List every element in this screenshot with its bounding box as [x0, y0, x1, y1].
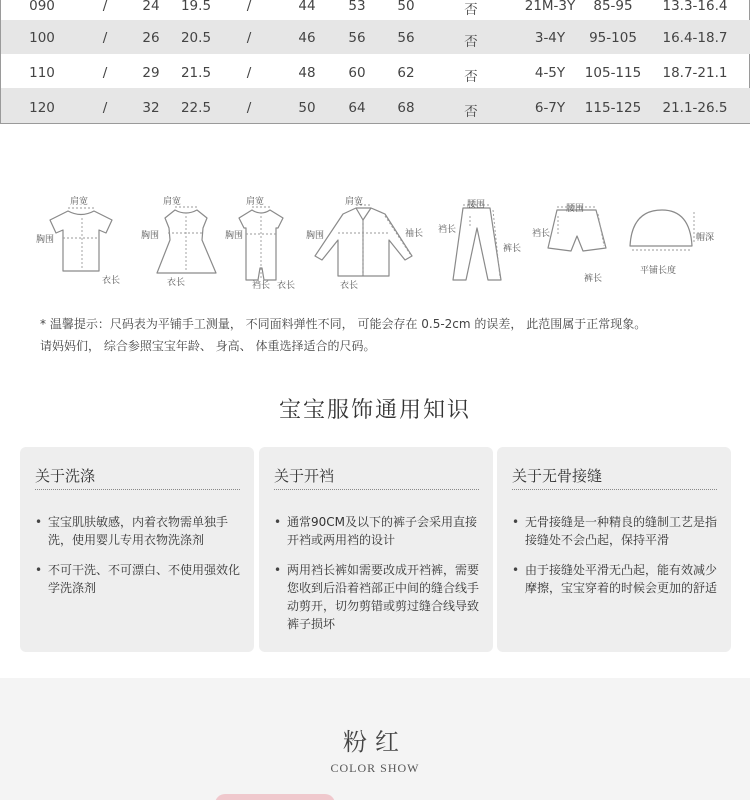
- table-cell: 21.5: [180, 65, 212, 81]
- waist-label: 腰围: [467, 200, 486, 210]
- chest-label: 胸围: [225, 231, 244, 241]
- card-title: 关于无骨接缝: [512, 467, 603, 485]
- table-cell: /: [102, 65, 108, 81]
- table-cell: 否: [464, 104, 478, 120]
- table-cell: 22.5: [180, 100, 212, 116]
- hat-depth-label: 帽深: [696, 233, 715, 243]
- sleeve-label: 袖长: [405, 229, 424, 239]
- notice-line: * 温馨提示：尺码表为平铺手工测量， 不同面料弹性不同， 可能会存在 0.5-2cm 的误差， 此范围属于正常现象。: [40, 317, 647, 331]
- card-title: 关于洗涤: [35, 467, 96, 485]
- length-label: 衣长: [102, 276, 121, 286]
- jacket-collar: [356, 208, 371, 276]
- table-cell: 115-125: [584, 100, 642, 116]
- table-cell: 44: [298, 0, 316, 14]
- table-cell: /: [246, 100, 252, 116]
- flat-length-label: 平铺长度: [640, 266, 677, 276]
- table-cell: 4-5Y: [534, 65, 566, 81]
- table-cell: 56: [348, 30, 366, 46]
- table-cell: /: [246, 30, 252, 46]
- table-cell: 13.3-16.4: [662, 0, 728, 14]
- table-cell: /: [102, 100, 108, 116]
- crotch-label: 裆长: [438, 225, 457, 235]
- list-item: • 两用裆长裤如需要改成开裆裤，需要您收到后沿着裆部正中间的缝合线手动剪开，切勿剪错或剪过缝合线导致裤子损坏: [274, 561, 483, 633]
- product-image-edge: [215, 794, 335, 800]
- section-title: 宝宝服饰通用知识: [278, 398, 471, 423]
- table-cell: 120: [29, 100, 55, 116]
- card-open-crotch: [259, 447, 493, 652]
- table-cell: /: [246, 0, 252, 14]
- table-cell: 50: [298, 100, 316, 116]
- table-cell: 21.1-26.5: [662, 100, 728, 116]
- card-title: 关于开裆: [274, 467, 335, 485]
- notice-line: 请妈妈们， 综合参照宝宝年龄、 身高、 体重选择适合的尺码。: [40, 339, 376, 353]
- table-cell: 否: [464, 2, 478, 18]
- table-cell: /: [102, 0, 108, 14]
- chest-label: 胸围: [36, 235, 55, 245]
- hat-outline: [630, 210, 692, 246]
- table-cell: 6-7Y: [534, 100, 566, 116]
- chest-label: 胸围: [141, 231, 160, 241]
- table-cell: 24: [142, 0, 160, 14]
- table-cell: 53: [348, 0, 366, 14]
- divider: [35, 489, 240, 490]
- length-label: 衣长: [167, 278, 186, 288]
- list-item: • 不可干洗、不可漂白、不使用强效化学洗涤剂: [35, 561, 244, 597]
- table-cell: 18.7-21.1: [662, 65, 728, 81]
- waist-label: 腰围: [566, 204, 585, 214]
- shorts-outline: [548, 210, 606, 251]
- table-cell: 64: [348, 100, 366, 116]
- list-item: • 宝宝肌肤敏感，内着衣物需单独手洗，使用婴儿专用衣物洗涤剂: [35, 513, 244, 549]
- table-row: [1, 88, 750, 123]
- crotch-label: 裆长: [532, 229, 551, 239]
- table-cell: 29: [142, 65, 160, 81]
- dress-outline: [157, 210, 216, 273]
- table-cell: 105-115: [584, 65, 642, 81]
- table-row: [1, 0, 750, 18]
- list-item: • 通常90CM及以下的裤子会采用直接开裆或两用裆的设计: [274, 513, 483, 549]
- table-cell: 20.5: [180, 30, 212, 46]
- list-item: • 由于接缝处平滑无凸起，能有效减少摩擦，宝宝穿着的时候会更加的舒适: [512, 561, 721, 597]
- table-row: [1, 54, 750, 88]
- table-cell: 60: [348, 65, 366, 81]
- table-cell: 95-105: [589, 30, 637, 46]
- divider: [512, 489, 717, 490]
- card-seamless: [497, 447, 731, 652]
- table-cell: 16.4-18.7: [662, 30, 728, 46]
- table-cell: /: [102, 30, 108, 46]
- table-cell: 32: [142, 100, 160, 116]
- table-cell: 50: [397, 0, 415, 14]
- table-cell: 46: [298, 30, 316, 46]
- color-show-subtitle: COLOR SHOW: [330, 761, 420, 775]
- table-cell: 68: [397, 100, 415, 116]
- shoulder-label: 肩宽: [70, 197, 89, 207]
- table-cell: 85-95: [593, 0, 633, 14]
- table-cell: 21M-3Y: [524, 0, 576, 14]
- length-label: 衣长: [340, 281, 359, 291]
- bullet-list: [35, 513, 244, 609]
- table-cell: 100: [29, 30, 55, 46]
- table-cell: 26: [142, 30, 160, 46]
- chest-label: 胸围: [306, 231, 325, 241]
- measurement-diagram: [0, 188, 750, 298]
- divider: [274, 489, 479, 490]
- table-cell: 否: [464, 69, 478, 85]
- table-cell: 48: [298, 65, 316, 81]
- list-item: • 无骨接缝是一种精良的缝制工艺是指接缝处不会凸起，保持平滑: [512, 513, 721, 549]
- table-row: [1, 20, 750, 54]
- table-cell: 否: [464, 34, 478, 50]
- shoulder-label: 肩宽: [246, 197, 265, 207]
- size-notice: [40, 313, 740, 357]
- bullet-list: [274, 513, 483, 645]
- pants-length-label: 裤长: [503, 244, 522, 254]
- length-label: 衣长: [277, 281, 296, 291]
- table-cell: 62: [397, 65, 415, 81]
- color-name: 粉红: [343, 728, 407, 756]
- table-cell: /: [246, 65, 252, 81]
- size-table: [0, 0, 750, 124]
- shoulder-label: 肩宽: [345, 197, 364, 207]
- card-washing: [20, 447, 254, 652]
- bullet-list: [512, 513, 721, 609]
- shoulder-label: 肩宽: [163, 197, 182, 207]
- table-cell: 090: [29, 0, 55, 14]
- pants-length-label: 裤长: [584, 274, 603, 284]
- table-cell: 19.5: [180, 0, 212, 14]
- tshirt-outline: [50, 211, 112, 271]
- table-cell: 110: [29, 65, 55, 81]
- crotch-length-label: 裆长: [252, 281, 271, 291]
- table-cell: 56: [397, 30, 415, 46]
- table-cell: 3-4Y: [534, 30, 566, 46]
